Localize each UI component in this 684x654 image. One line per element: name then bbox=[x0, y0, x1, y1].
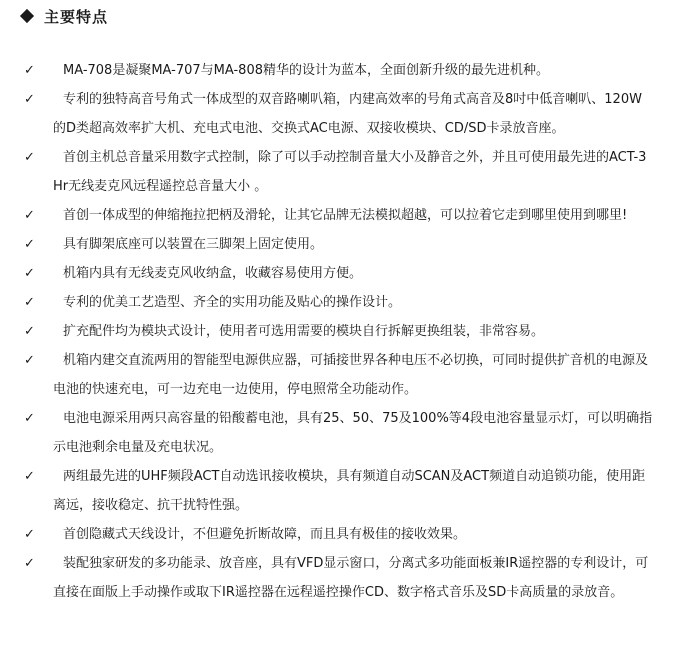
checkmark-icon: ✓ bbox=[24, 63, 35, 78]
feature-text: 首创隐藏式天线设计，不但避免折断故障，而且具有极佳的接收效果。 bbox=[63, 527, 467, 542]
checkmark-icon: ✓ bbox=[24, 295, 35, 310]
checkmark-icon: ✓ bbox=[24, 208, 35, 223]
feature-item bbox=[0, 143, 684, 201]
feature-item bbox=[0, 288, 684, 317]
checkmark-icon: ✓ bbox=[24, 237, 35, 252]
feature-item bbox=[0, 85, 684, 143]
feature-text: 扩充配件均为模块式设计，使用者可选用需要的模块自行拆解更换组装，非常容易。 bbox=[63, 324, 545, 339]
feature-item bbox=[0, 259, 684, 288]
diamond-bullet-icon bbox=[20, 9, 34, 23]
feature-item bbox=[0, 404, 684, 462]
feature-text: 专利的独特高音号角式一体成型的双音路喇叭箱，内建高效率的号角式高音及8吋中低音喇叭、120W的D类超高效率扩大机、充电式电池、交换式AC电源、双接收模块、CD/SD卡录放音座。 bbox=[53, 92, 642, 136]
feature-item bbox=[0, 201, 684, 230]
feature-item bbox=[0, 317, 684, 346]
checkmark-icon: ✓ bbox=[24, 150, 35, 165]
feature-text: 机箱内建交直流两用的智能型电源供应器，可插接世界各种电压不必切换，可同时提供扩音机的电源及电池的快速充电，可一边充电一边使用，停电照常全功能动作。 bbox=[53, 353, 649, 397]
feature-item bbox=[0, 462, 684, 520]
feature-text: MA-708是凝聚MA-707与MA-808精华的设计为蓝本，全面创新升级的最先进机种。 bbox=[63, 63, 549, 78]
feature-item bbox=[0, 520, 684, 549]
checkmark-icon: ✓ bbox=[24, 411, 35, 426]
feature-text: 装配独家研发的多功能录、放音座，具有VFD显示窗口，分离式多功能面板兼IR遥控器的专利设计，可直接在面版上手动操作或取下IR遥控器在远程遥控操作CD、数字格式音乐及SD卡高质量的录放音。 bbox=[53, 556, 649, 600]
feature-list bbox=[0, 56, 684, 607]
feature-text: 首创一体成型的伸缩拖拉把柄及滑轮，让其它品牌无法模拟超越，可以拉着它走到哪里使用到哪里! bbox=[63, 208, 628, 223]
feature-item bbox=[0, 230, 684, 259]
feature-text: 首创主机总音量采用数字式控制，除了可以手动控制音量大小及静音之外，并且可使用最先进的ACT-3Hr无线麦克风远程遥控总音量大小 。 bbox=[53, 150, 647, 194]
feature-item bbox=[0, 346, 684, 404]
feature-item bbox=[0, 56, 684, 85]
feature-text: 电池电源采用两只高容量的铅酸蓄电池，具有25、50、75及100%等4段电池容量显示灯，可以明确指示电池剩余电量及充电状况。 bbox=[53, 411, 653, 455]
feature-text: 专利的优美工艺造型、齐全的实用功能及贴心的操作设计。 bbox=[63, 295, 402, 310]
section-header bbox=[20, 5, 108, 27]
feature-item bbox=[0, 549, 684, 607]
checkmark-icon: ✓ bbox=[24, 527, 35, 542]
checkmark-icon: ✓ bbox=[24, 324, 35, 339]
feature-text: 具有脚架底座可以装置在三脚架上固定使用。 bbox=[63, 237, 324, 252]
checkmark-icon: ✓ bbox=[24, 353, 35, 368]
checkmark-icon: ✓ bbox=[24, 556, 35, 571]
checkmark-icon: ✓ bbox=[24, 92, 35, 107]
checkmark-icon: ✓ bbox=[24, 469, 35, 484]
feature-text: 机箱内具有无线麦克风收纳盒，收藏容易使用方便。 bbox=[63, 266, 363, 281]
checkmark-icon: ✓ bbox=[24, 266, 35, 281]
section-title: 主要特点 bbox=[44, 7, 109, 26]
feature-text: 两组最先进的UHF频段ACT自动选讯接收模块，具有频道自动SCAN及ACT频道自动追锁功能，使用距离远，接收稳定、抗干扰特性强。 bbox=[53, 469, 646, 513]
